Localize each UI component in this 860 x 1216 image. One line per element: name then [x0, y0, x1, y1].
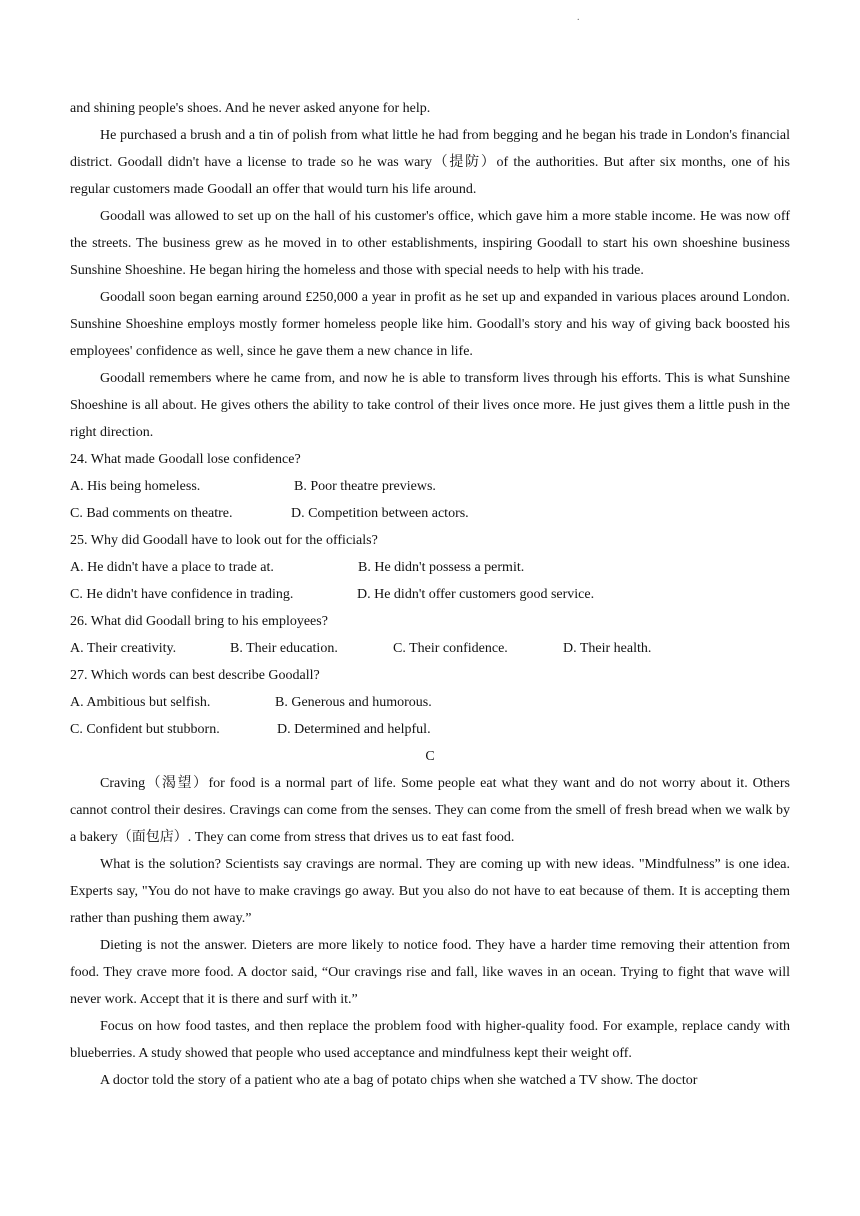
options-row	[70, 635, 790, 662]
option-a: A. He didn't have a place to trade at.	[70, 560, 274, 575]
option-d: D. Determined and helpful.	[277, 722, 431, 737]
option-c: C. Their confidence.	[393, 641, 508, 656]
option-a: A. Ambitious but selfish.	[70, 695, 211, 710]
option-c: C. He didn't have confidence in trading.	[70, 587, 294, 602]
option-b: B. Generous and humorous.	[275, 695, 432, 710]
question-25: 25. Why did Goodall have to look out for the officials?	[70, 533, 378, 548]
option-d: D. He didn't offer customers good service.	[357, 587, 595, 602]
header-mark: .	[577, 12, 580, 23]
paragraph: Craving（渴望）for food is a normal part of life. Some people eat what they want and do not worry about it. Others cannot control their desires. Cravings can come from the senses. They can come from the smell of fresh bread when we walk by a bakery（面包店）. They can come from stress that drives us to eat fast food.	[70, 776, 790, 845]
paragraph: Goodall remembers where he came from, and now he is able to transform lives through his efforts. This is what Sunshine Shoeshine is all about. He gives others the ability to take control of their lives once more. He just gives them a little push in the right direction.	[70, 371, 790, 440]
paragraph: Goodall was allowed to set up on the hall of his customer's office, which gave him a more stable income. He was now off the streets. The business grew as he moved in to other establishments, inspiring Goodall to start his own shoeshine business Sunshine Shoeshine. He began hiring the homeless and those with special needs to help with his trade.	[70, 209, 790, 278]
document-page	[70, 95, 790, 1094]
paragraph: Goodall soon began earning around £250,000 a year in profit as he set up and expanded in various places around London. Sunshine Shoeshine employs mostly former homeless people like him. Goodall's story and his way of giving back boosted his employees' confidence as well, since he gave them a new chance in life.	[70, 290, 790, 359]
question-26: 26. What did Goodall bring to his employees?	[70, 614, 328, 629]
option-a: A. His being homeless.	[70, 479, 201, 494]
option-b: B. Poor theatre previews.	[294, 479, 436, 494]
options-row	[70, 473, 790, 500]
option-d: D. Competition between actors.	[291, 506, 469, 521]
question-27: 27. Which words can best describe Goodall?	[70, 668, 320, 683]
option-c: C. Confident but stubborn.	[70, 722, 220, 737]
paragraph: What is the solution? Scientists say cravings are normal. They are coming up with new ideas. "Mindfulness” is one idea. Experts say, "You do not have to make cravings go away. But you also do not have to eat because of them. It is accepting them rather than pushing them away.”	[70, 857, 790, 926]
paragraph: Focus on how food tastes, and then replace the problem food with higher-quality food. For example, replace candy with blueberries. A study showed that people who used acceptance and mindfulness kept their weight off.	[70, 1019, 790, 1061]
options-row	[70, 689, 790, 716]
options-row	[70, 500, 790, 527]
section-heading: C	[425, 749, 435, 764]
paragraph: He purchased a brush and a tin of polish from what little he had from begging and he began his trade in London's financial district. Goodall didn't have a license to trade so he was wary（提防）of the authorities. But after six months, one of his regular customers made Goodall an offer that would turn his life around.	[70, 128, 790, 197]
option-a: A. Their creativity.	[70, 641, 177, 656]
options-row	[70, 581, 790, 608]
paragraph: A doctor told the story of a patient who ate a bag of potato chips when she watched a TV show. The doctor	[100, 1073, 698, 1088]
option-b: B. Their education.	[230, 641, 338, 656]
option-c: C. Bad comments on theatre.	[70, 506, 233, 521]
question-24: 24. What made Goodall lose confidence?	[70, 452, 301, 467]
options-row	[70, 554, 790, 581]
option-d: D. Their health.	[563, 641, 652, 656]
option-b: B. He didn't possess a permit.	[358, 560, 525, 575]
paragraph: and shining people's shoes. And he never asked anyone for help.	[70, 101, 431, 116]
paragraph: Dieting is not the answer. Dieters are more likely to notice food. They have a harder time removing their attention from food. They crave more food. A doctor said, “Our cravings rise and fall, like waves in an ocean. Trying to fight that wave will never work. Accept that it is there and surf with it.”	[70, 938, 790, 1007]
options-row	[70, 716, 790, 743]
